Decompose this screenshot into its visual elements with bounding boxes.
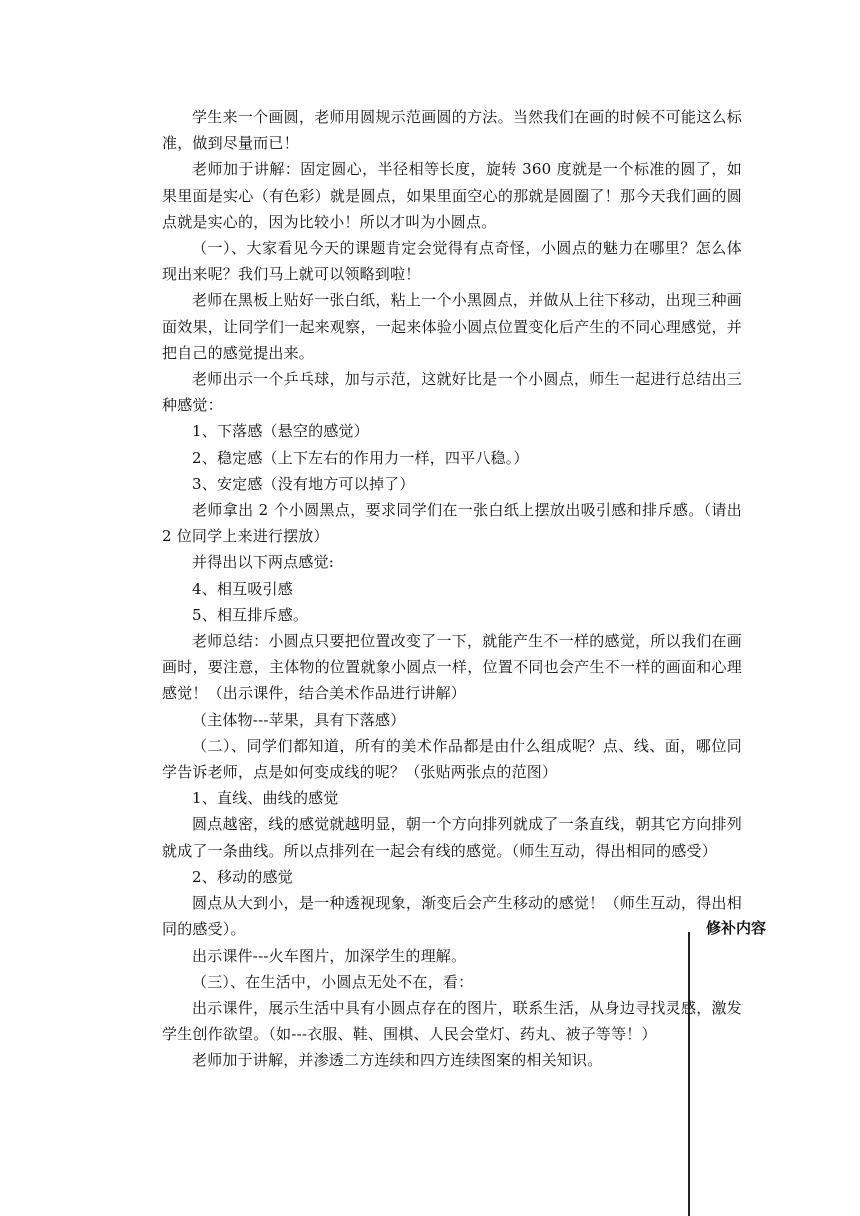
- section-three-intro: （三）、在生活中，小圆点无处不在，看：: [192, 972, 474, 991]
- list-item: 4、相互吸引感: [192, 579, 293, 598]
- paragraph: 老师加于讲解，并渗透二方连续和四方连续图案的相关知识。: [192, 1051, 603, 1070]
- list-item: 2、移动的感觉: [192, 867, 293, 886]
- paragraph: 圆点越密，线的感觉就越明显，朝一个方向排列就成了一条直线，朝其它方向排列就成了一条曲线。所以点排列在一起会有线的感觉。（师生互动，得出相同的感受）: [162, 815, 742, 860]
- paragraph: 出示课件---火车图片，加深学生的理解。: [192, 946, 467, 965]
- paragraph: 老师拿出 2 个小圆黑点，要求同学们在一张白纸上摆放出吸引感和排斥感。（请出 2 位同学上来进行摆放）: [162, 501, 742, 546]
- paragraph: 老师在黑板上贴好一张白纸，粘上一个小黑圆点，并做从上往下移动，出现三种画面效果，让同学们一起来观察，一起来体验小圆点位置变化后产生的不同心理感觉，并把自己的感觉提出来。: [162, 291, 742, 362]
- paragraph: （主体物---苹果，具有下落感）: [192, 710, 406, 729]
- list-item: 1、下落感（悬空的感觉）: [192, 422, 369, 441]
- paragraph: 出示课件，展示生活中具有小圆点存在的图片，联系生活，从身边寻找灵感，激发学生创作欲望。（如---衣服、鞋、围棋、人民会堂灯、药丸、被子等等！）: [162, 998, 742, 1044]
- list-item: 5、相互排斥感。: [192, 605, 309, 624]
- paragraph: 老师总结：小圆点只要把位置改变了一下，就能产生不一样的感觉，所以我们在画画时，要注意，主体物的位置就象小圆点一样，位置不同也会产生不一样的画面和心理感觉！（出示课件，结合美术作品进行讲解）: [162, 632, 742, 703]
- section-one-intro: （一）、大家看见今天的课题肯定会觉得有点奇怪，小圆点的魅力在哪里？怎么体现出来呢？我们马上就可以领略到啦！: [162, 239, 742, 284]
- paragraph: 学生来一个画圆，老师用圆规示范画圆的方法。当然我们在画的时候不可能这么标准，做到尽量而已！: [162, 108, 742, 153]
- revision-notes-label: 修补内容: [704, 918, 770, 938]
- list-item: 3、安定感（没有地方可以掉了）: [192, 474, 415, 493]
- paragraph: 并得出以下两点感觉:: [192, 553, 335, 572]
- paragraph: 老师出示一个乒乓球，加与示范，这就好比是一个小圆点，师生一起进行总结出三种感觉：: [162, 370, 742, 415]
- paragraph: 老师加于讲解：固定圆心，半径相等长度，旋转 360 度就是一个标准的圆了，如果里面是实心（有色彩）就是圆点，如果里面空心的那就是圆圈了！那今天我们画的圆点就是实心的，因为比较小！所以才叫为小圆点。: [162, 160, 742, 231]
- list-item: 1、直线、曲线的感觉: [192, 789, 339, 808]
- lesson-body: [162, 104, 742, 1074]
- margin-divider-line: [688, 932, 690, 1216]
- paragraph: 圆点从大到小，是一种透视现象，渐变后会产生移动的感觉！（师生互动，得出相同的感受）。: [162, 894, 742, 939]
- section-two-intro: （二）、同学们都知道，所有的美术作品都是由什么组成呢？点、线、面，哪位同学告诉老师，点是如何变成线的呢？（张贴两张点的范图）: [162, 736, 742, 782]
- list-item: 2、稳定感（上下左右的作用力一样，四平八稳。）: [192, 448, 529, 467]
